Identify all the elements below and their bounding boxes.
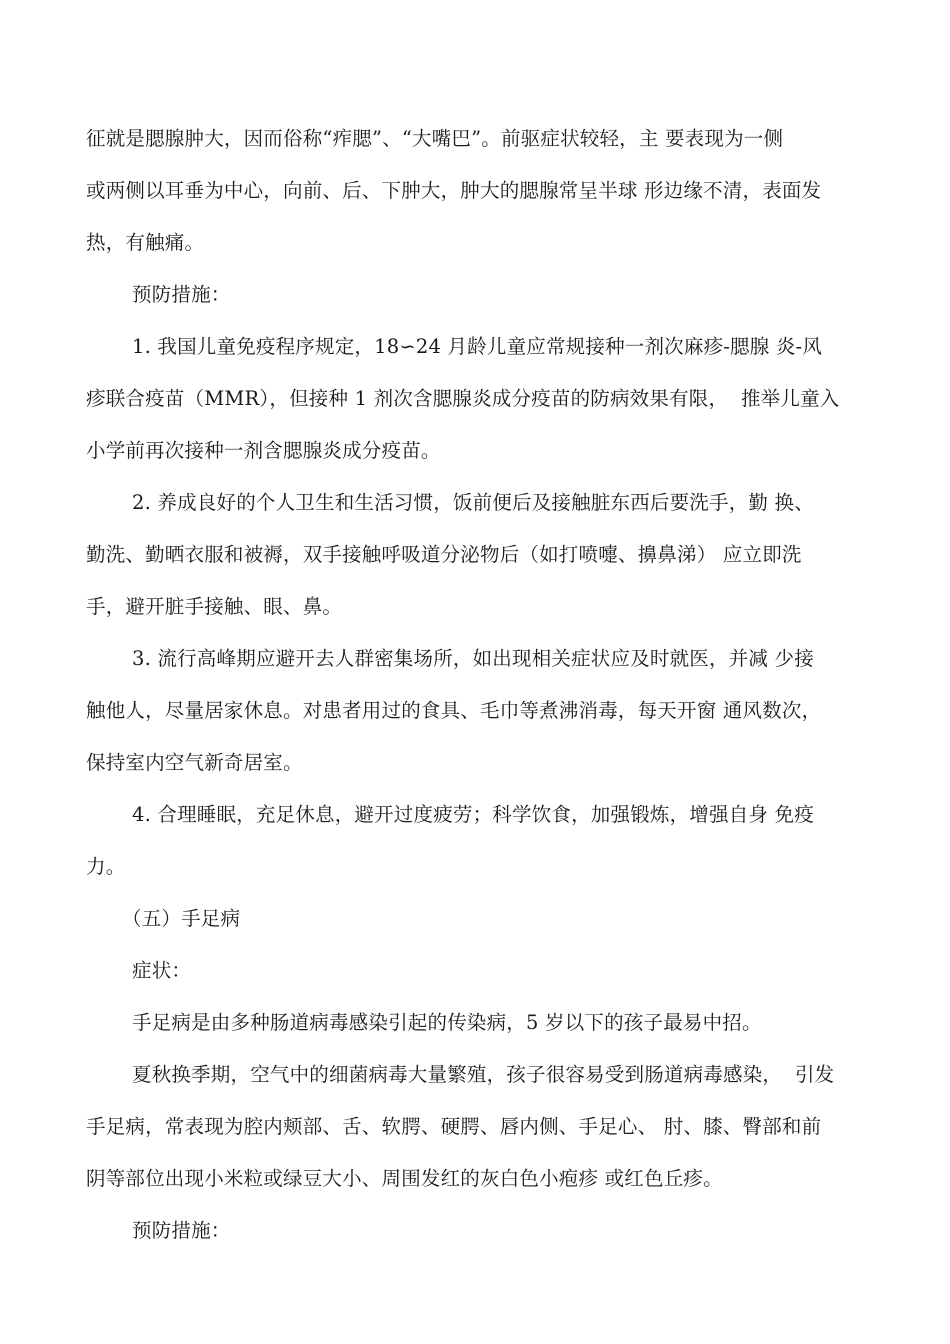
section-heading: 症状： [132, 959, 192, 982]
text-line: 勤洗、勤晒衣服和被褥，双手接触呼吸道分泌物后（如打喷嚏、擤鼻涕） 应立即洗 [86, 543, 802, 566]
text-line: 热，有触痛。 [86, 231, 205, 254]
text-line: 小学前再次接种一剂含腮腺炎成分疫苗。 [86, 439, 441, 462]
text-line: 夏秋换季期，空气中的细菌病毒大量繁殖，孩子很容易受到肠道病毒感染， 引发 [132, 1063, 835, 1086]
text-line: 4. 合理睡眠，充足休息，避开过度疲劳；科学饮食，加强锻炼，增强自身 免疫 [132, 803, 814, 826]
text-line: 手足病是由多种肠道病毒感染引起的传染病，5 岁以下的孩子最易中招。 [132, 1011, 762, 1034]
text-line: 手，避开脏手接触、眼、鼻。 [86, 595, 343, 618]
section-heading: （五）手足病 [122, 907, 241, 930]
section-heading: 预防措施： [132, 1219, 231, 1242]
text-line: 手足病，常表现为腔内颊部、舌、软腭、硬腭、唇内侧、手足心、 肘、膝、臀部和前 [86, 1115, 822, 1138]
text-line: 征就是腮腺肿大，因而俗称“痄腮”、“大嘴巴”。前驱症状较轻，主 要表现为一侧 [86, 127, 784, 150]
text-line: 1. 我国儿童免疫程序规定，18∽24 月龄儿童应常规接种一剂次麻疹-腮腺 炎-风 [132, 335, 823, 358]
text-line: 或两侧以耳垂为中心，向前、后、下肿大，肿大的腮腺常呈半球 形边缘不清，表面发 [86, 179, 822, 202]
text-line: 触他人，尽量居家休息。对患者用过的食具、毛巾等煮沸消毒，每天开窗 通风数次， [86, 699, 822, 722]
text-line: 阴等部位出现小米粒或绿豆大小、周围发红的灰白色小疱疹 或红色丘疹。 [86, 1167, 723, 1190]
text-line: 2. 养成良好的个人卫生和生活习惯，饭前便后及接触脏东西后要洗手，勤 换、 [132, 491, 814, 514]
text-line: 疹联合疫苗（MMR），但接种 1 剂次含腮腺炎成分疫苗的防病效果有限， 推举儿童入 [86, 387, 840, 410]
text-line: 力。 [86, 855, 126, 878]
text-line: 3. 流行高峰期应避开去人群密集场所，如出现相关症状应及时就医，并减 少接 [132, 647, 814, 670]
text-line: 保持室内空气新奇居室。 [86, 751, 303, 774]
section-heading: 预防措施： [132, 283, 231, 306]
